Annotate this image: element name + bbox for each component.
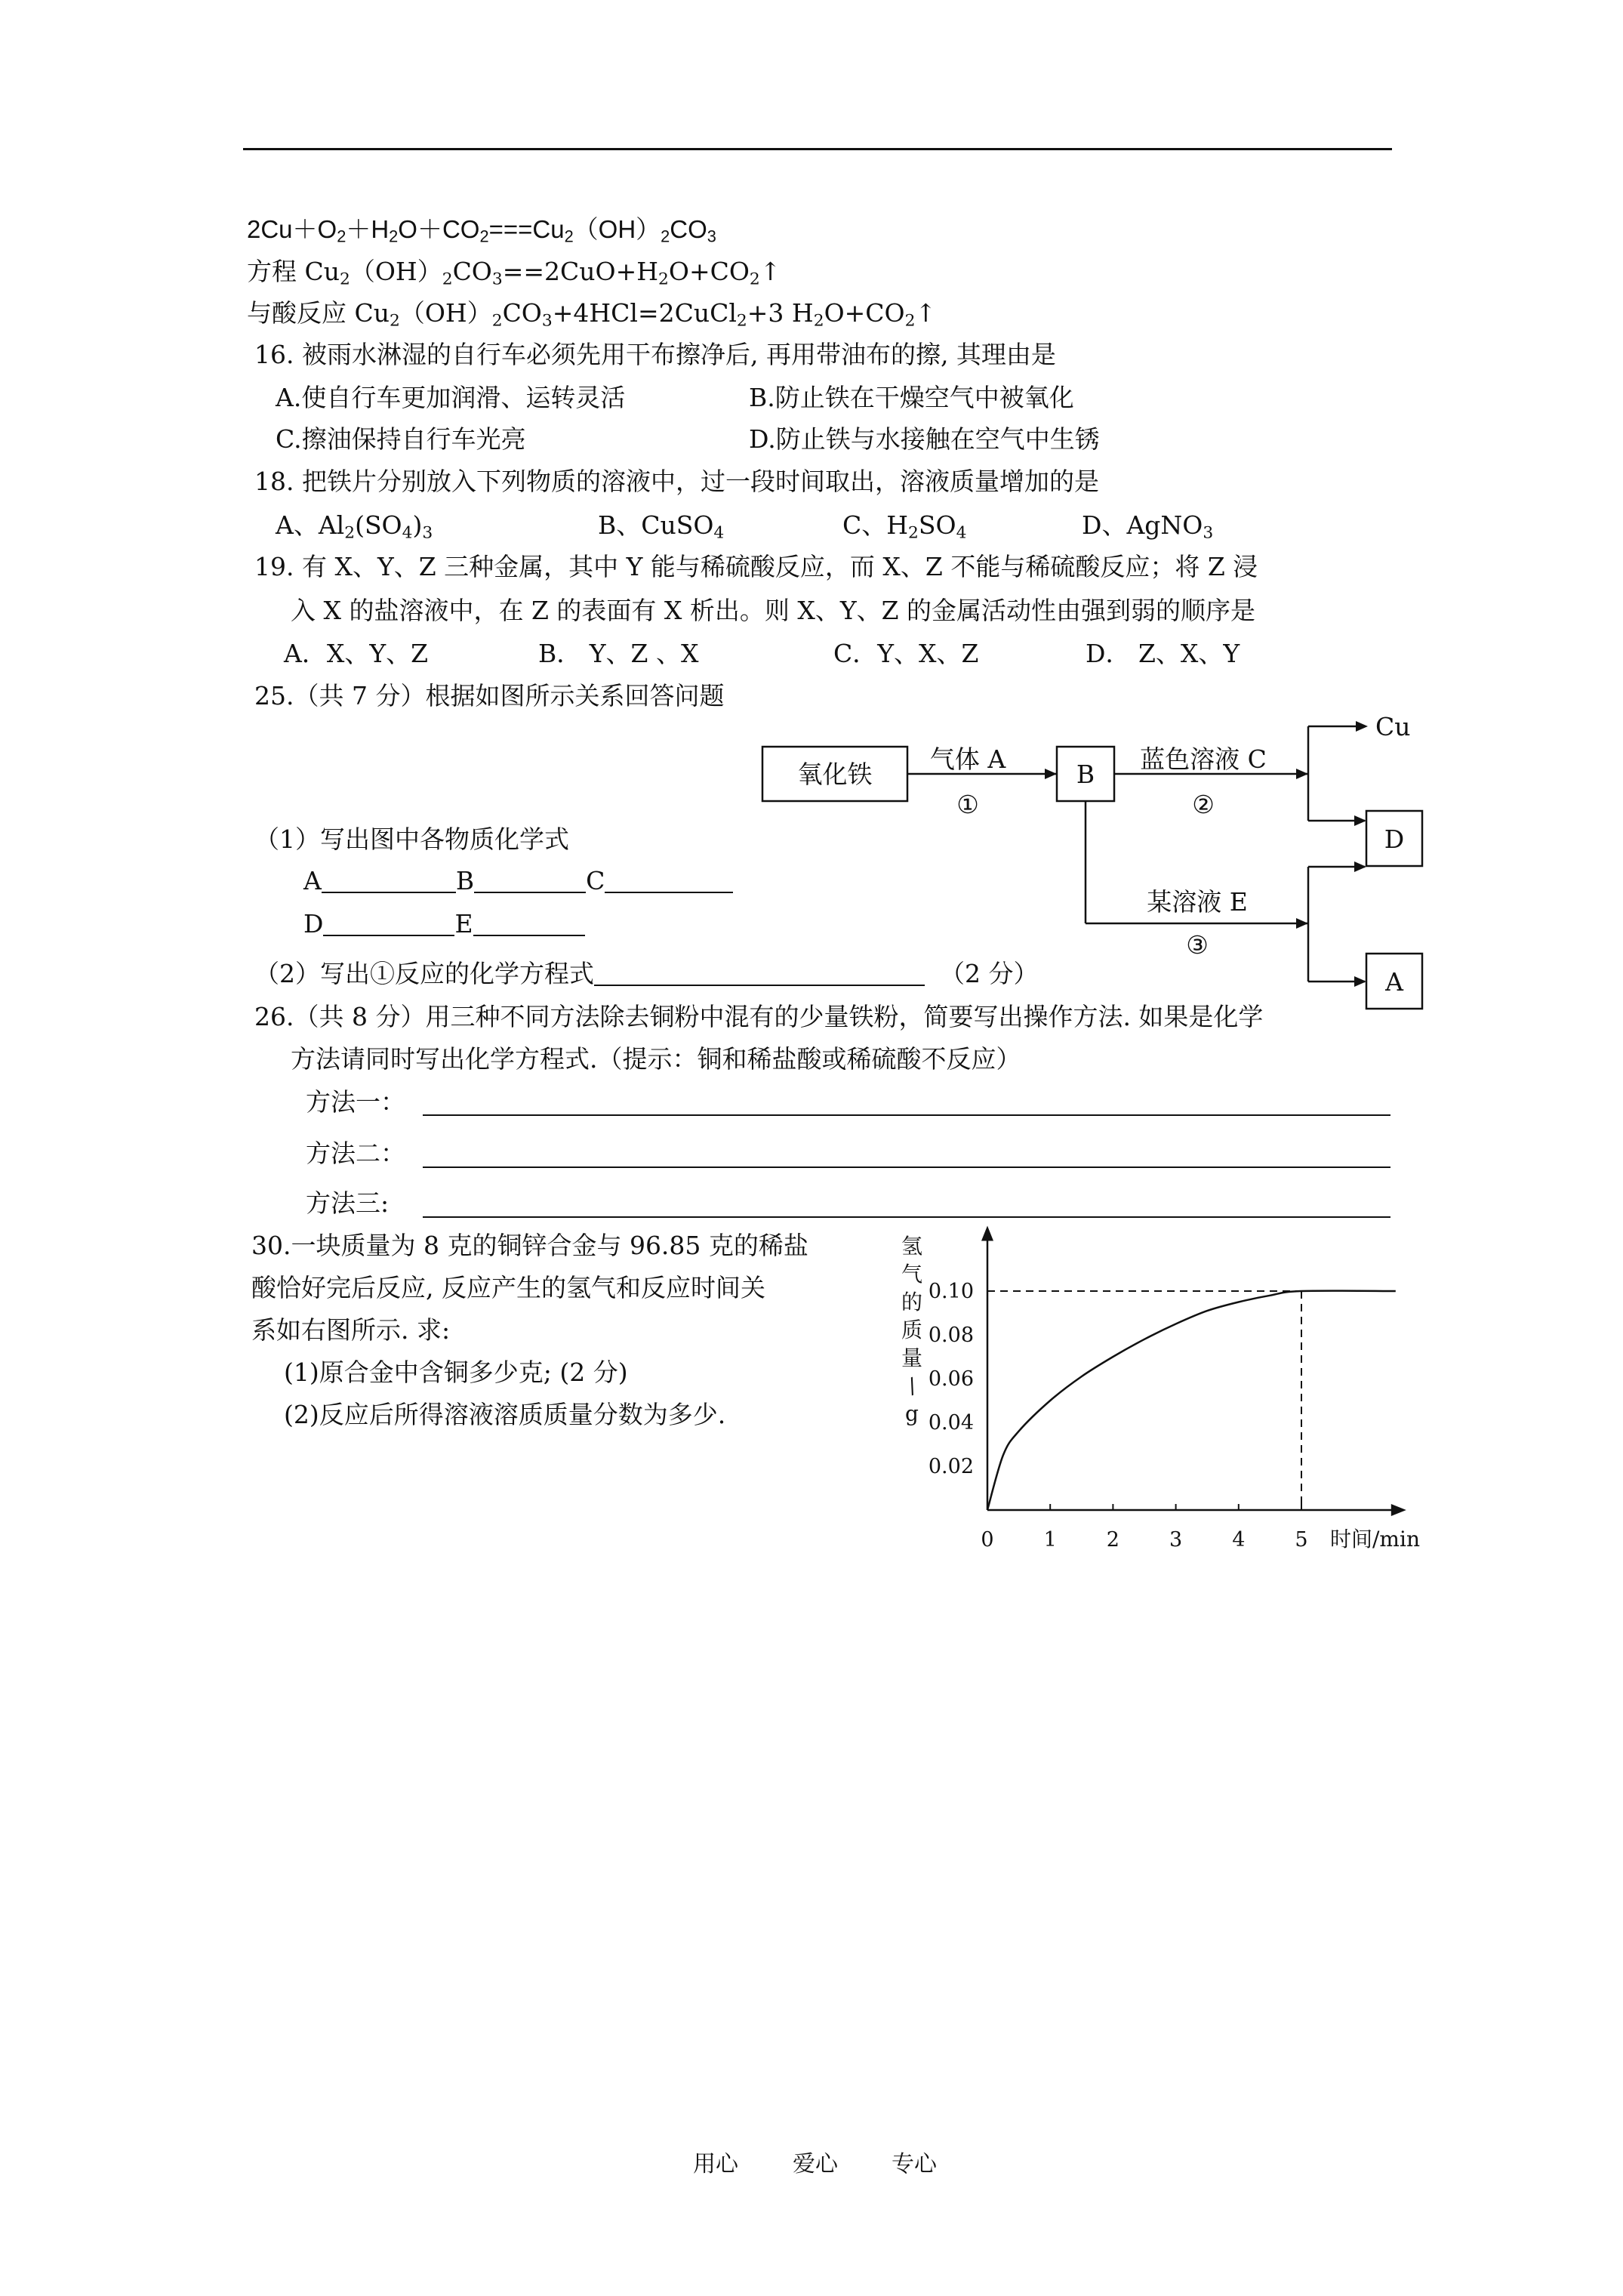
q30-line-1: 30.一块质量为 8 克的铜锌合金与 96.85 克的稀盐 <box>251 1231 808 1260</box>
footer-motto-3: 专心 <box>892 2151 937 2177</box>
q25-stem: 25.（共 7 分）根据如图所示关系回答问题 <box>254 681 725 710</box>
eq-sub: 2 <box>340 270 350 289</box>
chart-axes <box>981 1226 1406 1517</box>
eq-text: O+CO <box>824 298 905 328</box>
y-label-char: 量 <box>901 1345 923 1370</box>
eq-sub: 2 <box>564 227 574 246</box>
eq-text: CO <box>670 215 707 243</box>
label-cu: Cu <box>1375 712 1411 741</box>
eq-text: 2Cu＋O <box>247 215 337 243</box>
arrowhead <box>1356 721 1368 732</box>
eq-text: ＋H <box>346 215 390 243</box>
eq-sub: 2 <box>390 311 400 331</box>
y-label-char: 气 <box>901 1262 923 1287</box>
q30-line-3: 系如右图所示. 求: <box>251 1315 451 1345</box>
answer-blank-b[interactable] <box>474 869 586 893</box>
q26-method-3: 方法三: <box>306 1188 390 1218</box>
formula-sub: 2 <box>344 523 356 543</box>
answer-blank-c[interactable] <box>605 869 733 893</box>
arrowhead <box>1354 861 1366 872</box>
x-tick-label: 3 <box>1169 1528 1183 1552</box>
y-tick-label: 0.10 <box>928 1280 974 1303</box>
series-group <box>987 1291 1396 1510</box>
answer-line-method-1[interactable] <box>423 1114 1390 1116</box>
formula-text: ) <box>412 510 423 540</box>
x-axis-label: 时间/min <box>1330 1527 1420 1552</box>
y-axis-label <box>901 1234 922 1426</box>
label-step3: ③ <box>1186 930 1209 960</box>
blank-label: B <box>455 866 475 895</box>
formula-text: C、H <box>842 510 909 540</box>
blank-label: A <box>303 866 322 895</box>
label-gas-a: 气体 A <box>929 744 1006 774</box>
q26-line-1: 26.（共 8 分）用三种不同方法除去铜粉中混有的少量铁粉，简要写出操作方法. 如果是化学 <box>254 1002 1264 1031</box>
eq-sub: 3 <box>541 311 553 331</box>
q19-line-1: 19. 有 X、Y、Z 三种金属，其中 Y 能与稀硫酸反应，而 X、Z 不能与稀硫酸反应；将 Z 浸 <box>254 552 1258 581</box>
eq-text: ↑ <box>759 257 781 286</box>
label-solution-e: 某溶液 E <box>1147 887 1248 917</box>
eq-text: ===Cu <box>488 215 565 243</box>
q26-method-1: 方法一： <box>306 1087 405 1117</box>
x-tick-label: 0 <box>981 1528 994 1552</box>
q25-sub1: （1）写出图中各物质化学式 <box>254 824 569 854</box>
eq-text: 方程 Cu <box>247 257 340 286</box>
arrowhead <box>1354 815 1366 826</box>
y-label-char: g <box>905 1401 919 1426</box>
q16-option-c: C.擦油保持自行车光亮 <box>276 424 526 454</box>
q16-stem: 16. 被雨水淋湿的自行车必须先用干布擦净后, 再用带油布的擦, 其理由是 <box>254 340 1056 369</box>
footer-motto-1: 用心 <box>693 2151 738 2177</box>
hydrogen-mass-chart <box>861 1212 1449 1574</box>
formula-sub: 4 <box>956 523 967 543</box>
x-ticks <box>981 1504 1307 1552</box>
label-d: D <box>1384 824 1405 854</box>
eq-text: （OH） <box>573 215 661 243</box>
x-tick-label: 4 <box>1232 1528 1246 1552</box>
arrowhead <box>1354 976 1366 987</box>
eq-sub: 2 <box>479 227 489 246</box>
eq-sub: 2 <box>736 311 747 331</box>
eq-sub: 2 <box>389 227 399 246</box>
eq-text: O+CO <box>668 257 750 286</box>
q16-option-d: D.防止铁与水接触在空气中生锈 <box>749 424 1100 454</box>
q16-option-a: A.使自行车更加润滑、运转灵活 <box>276 383 626 412</box>
eq-sub: 2 <box>749 270 760 289</box>
blank-label: E <box>454 909 473 938</box>
eq-text: O＋CO <box>398 215 480 243</box>
y-tick-label: 0.04 <box>928 1411 974 1435</box>
q16-option-b: B.防止铁在干燥空气中被氧化 <box>749 383 1074 412</box>
series-line <box>987 1291 1396 1510</box>
eq-sub: 2 <box>658 270 669 289</box>
formula-sub: 2 <box>908 523 919 543</box>
formula-sub: 3 <box>1203 523 1214 543</box>
y-tick-label: 0.02 <box>928 1455 974 1478</box>
label-a: A <box>1385 967 1403 997</box>
q25-blanks-row2 <box>303 911 585 936</box>
label-b: B <box>1076 760 1095 789</box>
arrowhead <box>1296 918 1308 929</box>
y-axis-arrow <box>981 1226 993 1241</box>
formula-text: A、Al <box>276 510 345 540</box>
y-tick-label: 0.06 <box>928 1367 974 1391</box>
eq-text: （OH） <box>399 298 492 328</box>
arrowhead <box>1296 769 1308 779</box>
x-tick-label: 5 <box>1295 1528 1308 1552</box>
reference-lines <box>987 1291 1301 1510</box>
eq-text: ↑ <box>915 298 937 328</box>
q18-stem: 18. 把铁片分别放入下列物质的溶液中，过一段时间取出，溶液质量增加的是 <box>254 467 1099 496</box>
q30-line-2: 酸恰好完后反应, 反应产生的氢气和反应时间关 <box>251 1273 765 1302</box>
formula-sub: 4 <box>713 523 725 543</box>
blank-label: C <box>586 866 605 895</box>
y-label-char: 的 <box>901 1290 923 1314</box>
eq-sub: 2 <box>661 227 670 246</box>
label-iron-oxide: 氧化铁 <box>797 760 873 789</box>
eq-sub: 2 <box>491 311 503 331</box>
answer-blank-equation[interactable] <box>594 962 925 986</box>
answer-blank-e[interactable] <box>473 912 585 936</box>
label-step2: ② <box>1192 790 1215 819</box>
eq-sub: 2 <box>442 270 453 289</box>
q26-line-2: 方法请同时写出化学方程式.（提示：铜和稀盐酸或稀硫酸不反应） <box>291 1044 1021 1074</box>
eq-sub: 2 <box>813 311 824 331</box>
eq-text: 与酸反应 Cu <box>247 298 390 328</box>
eq-sub: 2 <box>337 227 346 246</box>
y-tick-label: 0.08 <box>928 1324 974 1347</box>
formula-sub: 3 <box>422 523 433 543</box>
eq-sub: 3 <box>491 270 503 289</box>
y-label-char: / <box>904 1373 920 1399</box>
formula-text: SO <box>918 510 956 540</box>
footer-motto-2: 爱心 <box>793 2151 838 2177</box>
q25-flow-diagram <box>0 0 1623 1031</box>
q30-part-1: (1)原合金中含铜多少克; (2 分) <box>284 1358 628 1387</box>
q19-option-b: B． Y、Z 、X <box>538 639 699 668</box>
y-ticks <box>929 1280 974 1478</box>
x-axis-arrow <box>1391 1504 1406 1516</box>
answer-blank-a[interactable] <box>322 869 456 893</box>
q25-sub2 <box>254 961 1039 986</box>
y-label-char: 质 <box>901 1318 923 1342</box>
formula-text: B、CuSO <box>598 510 714 540</box>
q19-option-a: A．X、Y、Z <box>284 639 429 668</box>
q25-sub2-text: （2）写出①反应的化学方程式 <box>254 959 594 988</box>
label-step1: ① <box>956 790 979 819</box>
q19-option-c: C．Y、X、Z <box>833 639 979 668</box>
eq-text: ==2CuO+H <box>502 257 659 286</box>
eq-sub: 2 <box>904 311 916 331</box>
answer-blank-d[interactable] <box>323 912 454 936</box>
formula-sub: 4 <box>402 523 413 543</box>
arrowhead <box>1045 769 1057 779</box>
q30-part-2: (2)反应后所得溶液溶质质量分数为多少. <box>284 1400 726 1429</box>
eq-text: +4HCl=2CuCl <box>552 298 737 328</box>
x-tick-label: 1 <box>1043 1528 1057 1552</box>
q25-sub2-score: （2 分） <box>940 959 1039 988</box>
x-tick-label: 2 <box>1106 1528 1119 1552</box>
eq-text: （OH） <box>350 257 442 286</box>
label-blue-solution: 蓝色溶液 C <box>1140 744 1267 774</box>
eq-text: +3 H <box>747 298 814 328</box>
blank-label: D <box>303 909 324 938</box>
y-label-char: 氢 <box>901 1234 923 1259</box>
q26-method-2: 方法二： <box>306 1139 405 1168</box>
eq-text: CO <box>502 298 542 328</box>
answer-line-method-2[interactable] <box>423 1166 1390 1168</box>
q19-line-2: 入 X 的盐溶液中，在 Z 的表面有 X 析出。则 X、Y、Z 的金属活动性由强到弱的顺序是 <box>291 596 1256 625</box>
formula-text: D、AgNO <box>1082 510 1203 540</box>
eq-text: CO <box>452 257 492 286</box>
eq-sub: 3 <box>707 227 716 246</box>
q25-blanks-row1 <box>303 868 733 893</box>
q19-option-d: D． Z、X、Y <box>1086 639 1240 668</box>
formula-text: (SO <box>355 510 402 540</box>
